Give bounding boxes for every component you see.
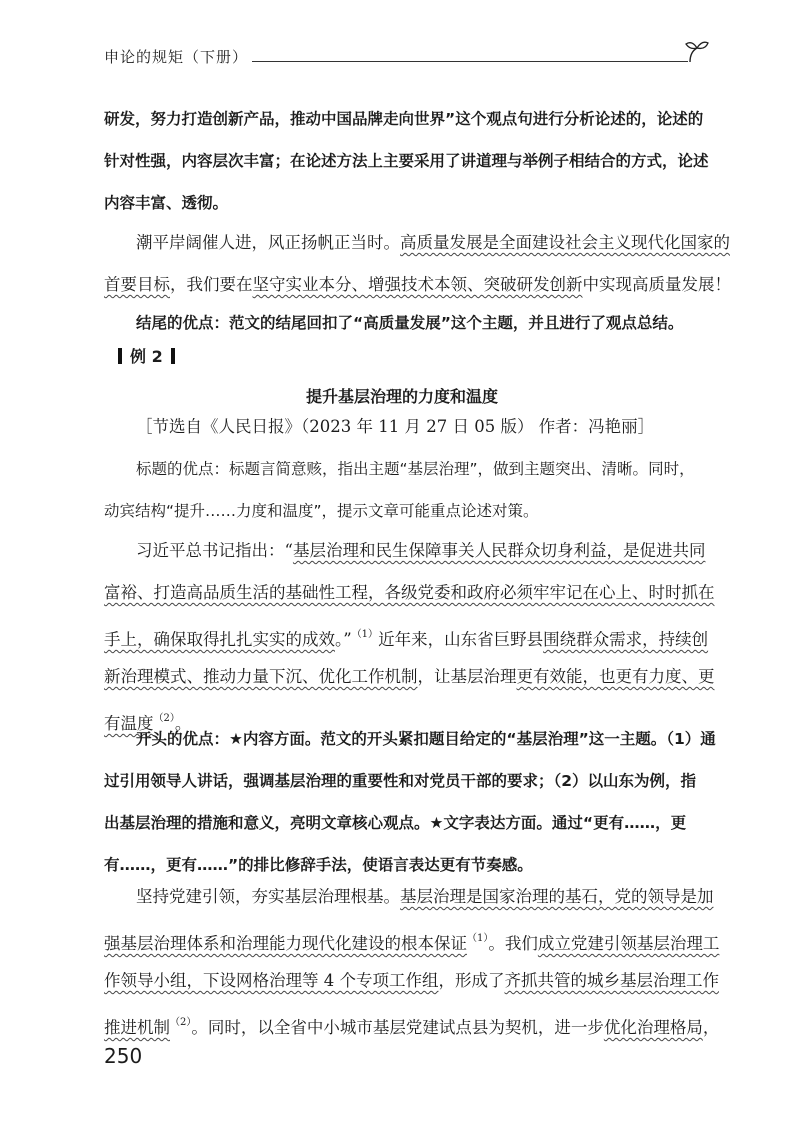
text-line: 手上，确保取得扎扎实实的成效。”$^{(1)}$近年来，山东省巨野县围绕群众需求，持续创 xyxy=(104,629,709,649)
text-line: 过引用领导人讲话，强调基层治理的重要性和对党员干部的要求；（2）以山东为例，指 xyxy=(104,772,697,790)
book-title: 申论的规矩（下册） xyxy=(104,48,249,66)
source-line: ［节选自《人民日报》（2023 年 11 月 27 日 05 版） 作者：冯艳丽］ xyxy=(136,417,655,436)
opening-comment xyxy=(104,718,716,886)
text-line: 首要目标，我们要在坚守实业本分、增强技术本领、突破研发创新中实现高质量发展！ xyxy=(104,275,731,294)
text-line: 习近平总书记指出：“基层治理和民生保障事关人民群众切身利益，是促进共同 xyxy=(136,541,706,560)
text-line: 标题的优点：标题言简意赅，指出主题“基层治理”，做到主题突出、清晰。同时， xyxy=(136,460,695,478)
text-line: 结尾的优点：范文的结尾回扣了“高质量发展”这个主题，并且进行了观点总结。 xyxy=(136,314,684,332)
text-line: 作领导小组，下设网格治理等 4 个专项工作组，形成了齐抓共管的城乡基层治理工作 xyxy=(104,971,719,990)
text-line: 坚持党建引领，夯实基层治理根基。基层治理是国家治理的基石，党的领导是加 xyxy=(136,887,714,906)
example-label xyxy=(118,344,175,367)
text-line: 针对性强，内容层次丰富；在论述方法上主要采用了讲道理与举例子相结合的方式，论述 xyxy=(104,152,709,170)
example-label-text: 例 2 xyxy=(130,347,163,366)
text-line: 研发，努力打造创新产品，推动中国品牌走向世界”这个观点句进行分析论述的，论述的 xyxy=(104,110,704,128)
analysis-paragraph-1 xyxy=(104,98,709,224)
running-header xyxy=(104,44,704,72)
article-source xyxy=(104,406,700,448)
sprout-icon xyxy=(684,38,710,64)
title-comment xyxy=(104,448,700,532)
closing-comment xyxy=(104,302,700,344)
essay-opening-paragraph xyxy=(104,530,715,740)
page-number: 250 xyxy=(104,1044,143,1068)
bar-icon xyxy=(118,348,122,364)
essay-closing-paragraph xyxy=(104,222,731,306)
text-line: 开头的优点：★内容方面。范文的开头紧扣题目给定的“基层治理”这一主题。（1）通 xyxy=(136,730,716,748)
text-line: 潮平岸阔催人进，风正扬帆正当时。高质量发展是全面建设社会主义现代化国家的 xyxy=(136,233,730,252)
header-rule xyxy=(252,61,688,62)
text-line: 有……，更有……”的排比修辞手法，使语言表达更有节奏感。 xyxy=(104,856,533,874)
text-line: 富裕、打造高品质生活的基础性工程，各级党委和政府必须牢牢记在心上、时时抓在 xyxy=(104,583,715,602)
text-line: 强基层治理体系和治理能力现代化建设的根本保证$^{(1)}$。我们成立党建引领基层治理工 xyxy=(104,933,720,953)
text-line: 出基层治理的措施和意义，亮明文章核心观点。★文字表达方面。通过“更有……，更 xyxy=(104,814,687,832)
text-line: 推进机制$^{(2)}$。同时，以全省中小城市基层党建试点县为契机，进一步优化治理格局， xyxy=(104,1017,720,1037)
article-title: 提升基层治理的力度和温度 xyxy=(305,387,498,406)
text-line: 新治理模式、推动力量下沉、优化工作机制，让基层治理更有效能，也更有力度、更 xyxy=(104,667,715,686)
bar-icon xyxy=(171,348,175,364)
text-line: 内容丰富、透彻。 xyxy=(104,194,229,212)
essay-body-paragraph xyxy=(104,876,720,1044)
text-line: 动宾结构“提升……力度和温度”，提示文章可能重点论述对策。 xyxy=(104,502,539,520)
text-line: 有温度$^{(2)}$。 xyxy=(104,713,192,733)
